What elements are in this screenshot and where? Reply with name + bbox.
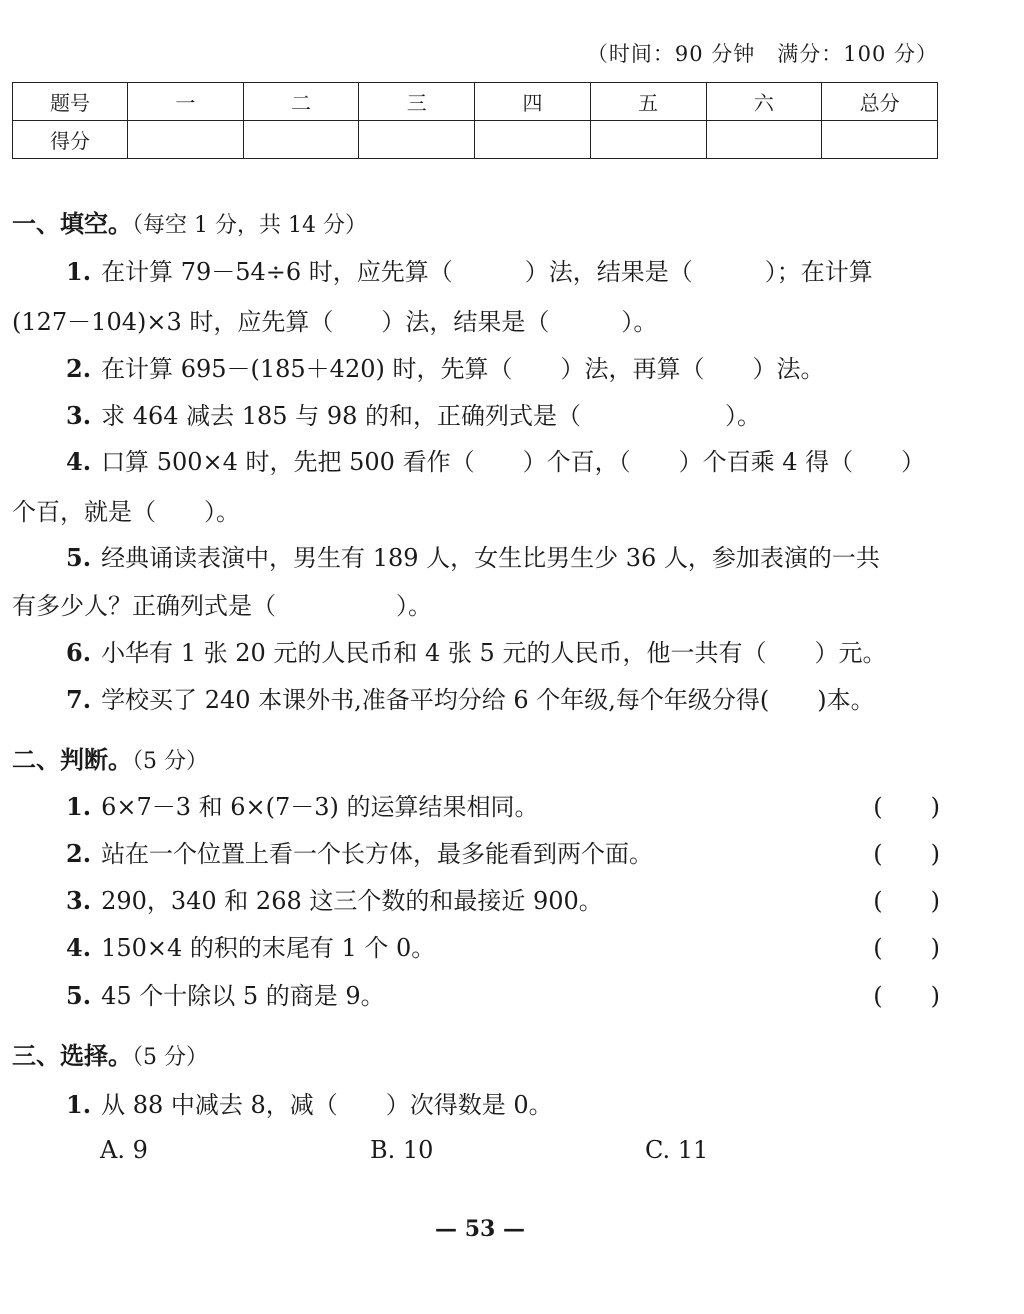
section-title: 二、判断。	[12, 746, 132, 774]
judge-item	[66, 838, 940, 870]
question-text: 经典诵读表演中，男生有 189 人，女生比男生少 36 人，参加表演的一共	[101, 544, 880, 572]
header-cell: 五	[590, 83, 706, 121]
score-cell[interactable]	[243, 121, 359, 159]
question-text: 学校买了 240 本课外书,准备平均分给 6 个年级,每个年级分得( )本。	[101, 686, 875, 714]
section-note: （每空 1 分，共 14 分）	[132, 213, 367, 238]
question-text: 口算 500×4 时，先把 500 看作（ ）个百，（ ）个百乘 4 得（ ）	[101, 448, 926, 476]
question-number: 2.	[66, 839, 92, 868]
question-4-cont	[12, 496, 940, 528]
question-text: 150×4 的积的末尾有 1 个 0。	[101, 934, 436, 962]
header-cell: 题号	[13, 83, 128, 121]
question-number: 4.	[66, 447, 92, 476]
question-2	[66, 353, 940, 385]
header-cell: 总分	[822, 83, 938, 121]
section-title: 一、填空。	[12, 210, 132, 238]
question-text: 站在一个位置上看一个长方体，最多能看到两个面。	[101, 840, 654, 868]
question-3	[66, 400, 940, 432]
option-c[interactable]: C. 11	[645, 1136, 709, 1164]
section-fill-blank	[12, 204, 367, 239]
question-1	[66, 256, 940, 288]
page-number: — 53 —	[435, 1216, 525, 1242]
question-text: 在计算 695－(185＋420) 时，先算（ ）法，再算（ ）法。	[101, 355, 825, 383]
header-cell: 二	[243, 83, 359, 121]
judge-item	[66, 885, 940, 917]
question-1-cont	[12, 306, 940, 338]
question-text: 有多少人？正确列式是（ ）。	[12, 592, 432, 620]
judge-item	[66, 791, 940, 823]
option-b[interactable]: B. 10	[370, 1136, 434, 1164]
score-table-score-row	[13, 121, 938, 159]
question-text: 在计算 79－54÷6 时，应先算（ ）法，结果是（ ）；在计算	[101, 258, 873, 286]
answer-parentheses[interactable]: ( )	[873, 934, 940, 962]
question-text: 个百，就是（ ）。	[12, 498, 240, 526]
section-note: （5 分）	[132, 1045, 208, 1070]
header-cell: 一	[128, 83, 244, 121]
answer-parentheses[interactable]: ( )	[873, 793, 940, 821]
question-number: 3.	[66, 401, 92, 430]
question-text: 求 464 减去 185 与 98 的和，正确列式是（ ）。	[101, 402, 761, 430]
question-text: 小华有 1 张 20 元的人民币和 4 张 5 元的人民币，他一共有（ ）元。	[101, 639, 887, 667]
judge-item	[66, 980, 940, 1012]
question-number: 6.	[66, 638, 92, 667]
question-number: 4.	[66, 933, 92, 962]
section-true-false	[12, 740, 208, 775]
score-table-header-row	[13, 83, 938, 121]
row-label: 得分	[13, 121, 128, 159]
judge-item	[66, 932, 940, 964]
answer-parentheses[interactable]: ( )	[873, 982, 940, 1010]
question-number: 2.	[66, 354, 92, 383]
score-cell[interactable]	[590, 121, 706, 159]
question-number: 3.	[66, 886, 92, 915]
question-text: 6×7－3 和 6×(7－3) 的运算结果相同。	[101, 793, 539, 821]
option-a[interactable]: A. 9	[100, 1136, 148, 1164]
question-number: 5.	[66, 981, 92, 1010]
header-cell: 三	[359, 83, 475, 121]
question-text: 从 88 中减去 8，减（ ）次得数是 0。	[101, 1091, 553, 1119]
question-text: (127－104)×3 时，应先算（ ）法，结果是（ ）。	[12, 308, 658, 336]
question-6	[66, 637, 940, 669]
question-5-cont	[12, 590, 940, 622]
choice-question-1	[66, 1089, 940, 1121]
question-text: 45 个十除以 5 的商是 9。	[101, 982, 385, 1010]
section-choice	[12, 1036, 208, 1071]
question-text: 290，340 和 268 这三个数的和最接近 900。	[101, 887, 603, 915]
question-number: 1.	[66, 1090, 92, 1119]
question-number: 7.	[66, 685, 92, 714]
question-number: 5.	[66, 543, 92, 572]
header-cell: 六	[706, 83, 822, 121]
section-note: （5 分）	[132, 749, 208, 774]
question-number: 1.	[66, 792, 92, 821]
question-number: 1.	[66, 257, 92, 286]
score-cell[interactable]	[475, 121, 591, 159]
question-4	[66, 446, 940, 478]
question-5	[66, 542, 940, 574]
header-cell: 四	[475, 83, 591, 121]
score-table	[12, 82, 938, 159]
score-cell[interactable]	[359, 121, 475, 159]
question-7	[66, 684, 940, 716]
score-cell[interactable]	[822, 121, 938, 159]
exam-info: （时间：90 分钟 满分：100 分）	[586, 42, 938, 66]
answer-parentheses[interactable]: ( )	[873, 840, 940, 868]
score-cell[interactable]	[128, 121, 244, 159]
answer-parentheses[interactable]: ( )	[873, 887, 940, 915]
section-title: 三、选择。	[12, 1042, 132, 1070]
score-cell[interactable]	[706, 121, 822, 159]
